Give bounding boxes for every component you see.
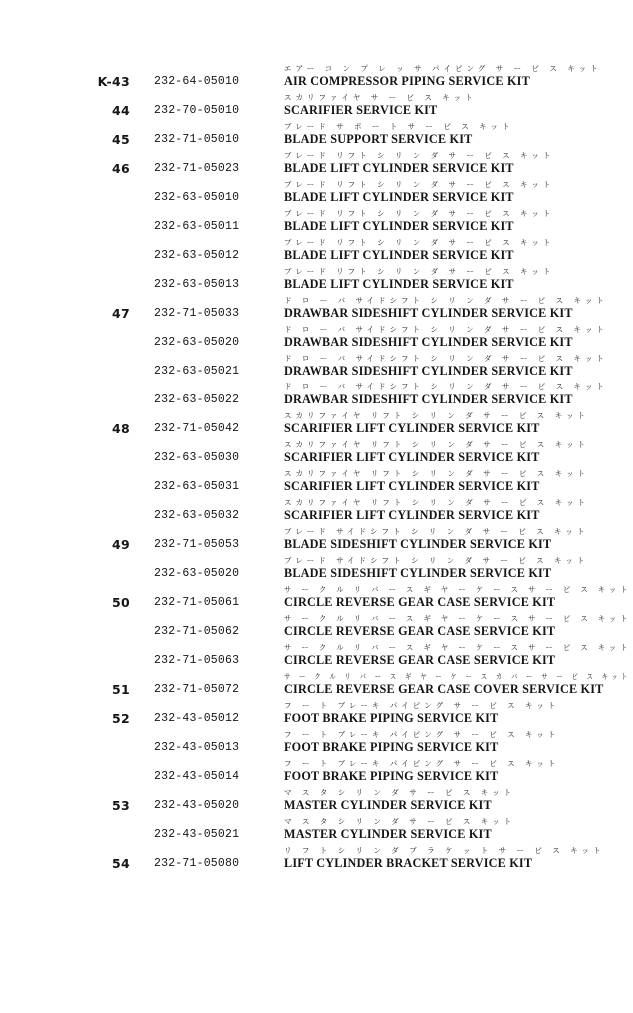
part-row [0, 150, 633, 181]
reference-number: 45 [112, 131, 130, 147]
part-number: 232-71-05072 [154, 682, 240, 696]
part-number: 232-63-05013 [154, 277, 240, 291]
katakana-reading: ブレード サ ポ ー ト サ ー ビ ス キット [284, 121, 514, 131]
part-number: 232-63-05011 [154, 219, 240, 233]
part-name: DRAWBAR SIDESHIFT CYLINDER SERVICE KIT [284, 392, 573, 407]
part-number: 232-71-05010 [154, 132, 240, 146]
katakana-reading: ブレード リフト シ リ ン ダ サ ー ビ ス キット [284, 179, 555, 189]
part-number: 232-71-05023 [154, 161, 240, 175]
part-name: CIRCLE REVERSE GEAR CASE SERVICE KIT [284, 595, 556, 610]
part-name: SCARIFIER LIFT CYLINDER SERVICE KIT [284, 421, 540, 436]
part-row [0, 671, 633, 702]
part-number: 232-63-05021 [154, 364, 240, 378]
part-name: BLADE LIFT CYLINDER SERVICE KIT [284, 218, 514, 233]
part-number: 232-71-05062 [154, 625, 240, 638]
part-number: 232-63-05032 [154, 509, 240, 523]
part-number: 232-63-05022 [154, 393, 240, 407]
part-row [0, 616, 633, 644]
part-row [0, 587, 633, 615]
part-name: FOOT BRAKE PIPING SERVICE KIT [284, 739, 499, 754]
part-name: SCARIFIER SERVICE KIT [284, 103, 438, 117]
katakana-reading: スカリファイヤ リフト シ リ ン ダ サ ー ビ ス キット [284, 411, 590, 421]
katakana-reading: サ ー ク ル リ バ ー ス ギ ヤ ー ケ ー ス サ ー ビ ス キット [284, 585, 632, 595]
reference-number: K-43 [97, 74, 130, 89]
part-row [0, 295, 633, 326]
katakana-reading: ブレード リフト シ リ ン ダ サ ー ビ ス キット [284, 266, 555, 276]
part-row [0, 442, 633, 470]
reference-number: 47 [112, 305, 130, 321]
part-name: LIFT CYLINDER BRACKET SERVICE KIT [284, 855, 533, 870]
part-name: BLADE LIFT CYLINDER SERVICE KIT [284, 247, 514, 262]
part-row [0, 121, 633, 152]
part-row [0, 529, 633, 557]
katakana-reading: スカリファイヤ リフト シ リ ン ダ サ ー ビ ス キット [284, 498, 590, 508]
katakana-reading: ブレード リフト シ リ ン ダ サ ー ビ ス キット [284, 237, 555, 247]
part-number: 232-43-05013 [154, 740, 240, 754]
part-row [0, 558, 633, 586]
part-row [0, 845, 633, 876]
reference-number: 54 [112, 855, 130, 871]
part-row [0, 700, 633, 731]
part-number: 232-63-05030 [154, 451, 240, 465]
part-name: BLADE LIFT CYLINDER SERVICE KIT [284, 160, 514, 175]
part-name: CIRCLE REVERSE GEAR CASE SERVICE KIT [284, 653, 556, 667]
part-number: 232-43-05021 [154, 827, 240, 841]
part-row [0, 816, 633, 847]
part-row [0, 179, 633, 210]
part-name: CIRCLE REVERSE GEAR CASE COVER SERVICE KIT [284, 681, 604, 696]
katakana-reading: ブレード リフト シ リ ン ダ サ ー ビ ス キット [284, 150, 555, 160]
part-number: 232-71-05061 [154, 596, 240, 610]
part-name: DRAWBAR SIDESHIFT CYLINDER SERVICE KIT [284, 305, 573, 320]
part-number: 232-64-05010 [154, 75, 240, 88]
katakana-reading: ド ロ ー バ サイドシフト シ リ ン ダ サ ー ビ ス キット [284, 295, 608, 305]
reference-number: 48 [112, 421, 130, 437]
part-number: 232-63-05010 [154, 190, 240, 204]
part-number: 232-63-05020 [154, 335, 240, 349]
katakana-reading: ド ロ ー バ サイドシフト シ リ ン ダ サ ー ビ ス キット [284, 353, 608, 363]
part-number: 232-71-05080 [154, 856, 240, 870]
part-row [0, 266, 633, 297]
part-row [0, 500, 633, 528]
katakana-reading: フ ー ト ブレーキ パイピング サ ー ビ ス キット [284, 758, 560, 768]
part-number: 232-43-05012 [154, 711, 240, 725]
part-number: 232-71-05053 [154, 538, 240, 552]
part-name: BLADE LIFT CYLINDER SERVICE KIT [284, 189, 514, 204]
katakana-reading: マ ス タ シ リ ン ダ サ ー ビ ス キット [284, 787, 516, 797]
part-row [0, 729, 633, 760]
part-row [0, 787, 633, 818]
part-number: 232-43-05020 [154, 798, 240, 812]
part-name: BLADE SIDESHIFT CYLINDER SERVICE KIT [284, 566, 552, 581]
katakana-reading: フ ー ト ブレーキ パイピング サ ー ビ ス キット [284, 700, 560, 710]
part-number: 232-70-05010 [154, 104, 240, 117]
part-row [0, 324, 633, 355]
part-name: FOOT BRAKE PIPING SERVICE KIT [284, 710, 499, 725]
part-number: 232-63-05031 [154, 480, 240, 494]
katakana-reading: スカリファイヤ リフト シ リ ン ダ サ ー ビ ス キット [284, 440, 590, 450]
reference-number: 51 [112, 681, 130, 697]
part-name: BLADE SIDESHIFT CYLINDER SERVICE KIT [284, 537, 552, 552]
part-name: DRAWBAR SIDESHIFT CYLINDER SERVICE KIT [284, 334, 573, 349]
reference-number: 44 [112, 103, 130, 118]
katakana-reading: サ ー ク ル リ バ ー ス ギ ヤ ー ケ ー ス カ バ ー サ ー ビ ス キット [284, 671, 631, 681]
part-row [0, 353, 633, 384]
part-name: AIR COMPRESSOR PIPING SERVICE KIT [284, 74, 530, 88]
part-row [0, 384, 633, 412]
part-row [0, 237, 633, 268]
part-row [0, 758, 633, 789]
part-row [0, 645, 633, 673]
part-row [0, 66, 633, 94]
katakana-reading: サ ー ク ル リ バ ー ス ギ ヤ ー ケ ー ス サ ー ビ ス キット [284, 643, 632, 652]
part-name: CIRCLE REVERSE GEAR CASE SERVICE KIT [284, 624, 556, 638]
part-name: MASTER CYLINDER SERVICE KIT [284, 797, 492, 812]
part-number: 232-71-05042 [154, 422, 240, 436]
part-row [0, 413, 633, 441]
katakana-reading: ブレード リフト シ リ ン ダ サ ー ビ ス キット [284, 208, 555, 218]
katakana-reading: ブレード サイドシフト シ リ ン ダ サ ー ビ ス キット [284, 527, 589, 537]
katakana-reading: エアー コ ン プ レ ッ サ パイピング サ ー ビ ス キット [284, 64, 602, 73]
katakana-reading: サ ー ク ル リ バ ー ス ギ ヤ ー ケ ー ス サ ー ビ ス キット [284, 614, 632, 623]
katakana-reading: ド ロ ー バ サイドシフト シ リ ン ダ サ ー ビ ス キット [284, 382, 608, 392]
reference-number: 53 [112, 797, 130, 813]
katakana-reading: フ ー ト ブレーキ パイピング サ ー ビ ス キット [284, 729, 560, 739]
part-name: FOOT BRAKE PIPING SERVICE KIT [284, 768, 499, 783]
part-number: 232-71-05063 [154, 654, 240, 667]
part-name: MASTER CYLINDER SERVICE KIT [284, 826, 492, 841]
part-number: 232-63-05020 [154, 567, 240, 581]
reference-number: 52 [112, 710, 130, 726]
part-row [0, 471, 633, 499]
katakana-reading: スカリファイヤ リフト シ リ ン ダ サ ー ビ ス キット [284, 469, 590, 479]
reference-number: 49 [112, 537, 130, 553]
part-name: BLADE LIFT CYLINDER SERVICE KIT [284, 276, 514, 291]
part-name: SCARIFIER LIFT CYLINDER SERVICE KIT [284, 479, 540, 494]
part-number: 232-63-05012 [154, 248, 240, 262]
katakana-reading: ブレード サイドシフト シ リ ン ダ サ ー ビ ス キット [284, 556, 589, 566]
katakana-reading: リ フ ト シ リ ン ダ ブ ラ ケ ッ ト サ ー ビ ス キット [284, 845, 605, 855]
katakana-reading: スカリファイヤ サ ー ビ ス キット [284, 93, 477, 102]
katakana-reading: マ ス タ シ リ ン ダ サ ー ビ ス キット [284, 816, 516, 826]
reference-number: 46 [112, 160, 130, 176]
part-number: 232-43-05014 [154, 769, 240, 783]
part-row [0, 95, 633, 123]
part-number: 232-71-05033 [154, 306, 240, 320]
part-name: DRAWBAR SIDESHIFT CYLINDER SERVICE KIT [284, 363, 573, 378]
part-row [0, 208, 633, 239]
part-name: SCARIFIER LIFT CYLINDER SERVICE KIT [284, 508, 540, 523]
reference-number: 50 [112, 595, 130, 611]
katakana-reading: ド ロ ー バ サイドシフト シ リ ン ダ サ ー ビ ス キット [284, 324, 608, 334]
part-name: BLADE SUPPORT SERVICE KIT [284, 131, 473, 146]
part-name: SCARIFIER LIFT CYLINDER SERVICE KIT [284, 450, 540, 465]
